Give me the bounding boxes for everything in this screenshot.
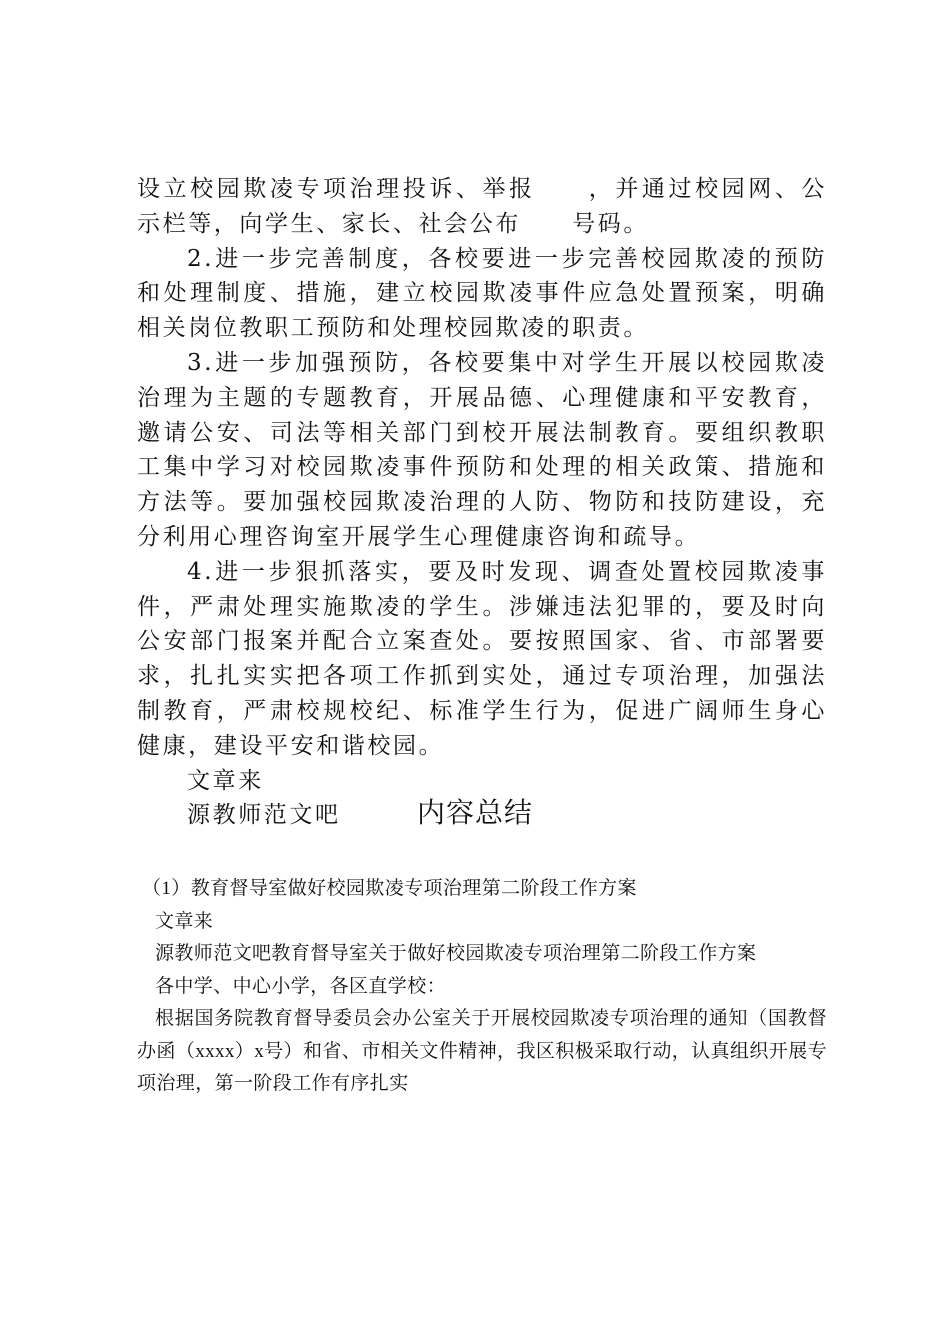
paragraph-complaint-channels: 设立校园欺凌专项治理投诉、举报 ，并通过校园网、公示栏等，向学生、家长、社会公布 号码。 [137, 176, 827, 237]
paragraph-improve-system: 2.进一步完善制度，各校要进一步完善校园欺凌的预防和处理制度、措施，建立校园欺凌事件应急处置预案，明确相关岗位教职工预防和处理校园欺凌的职责。 [137, 245, 827, 342]
summary-line: 根据国务院教育督导委员会办公室关于开展校园欺凌专项治理的通知（国教督办函（xxxx）x号）和省、市相关文件精神，我区积极采取行动，认真组织开展专项治理，第一阶段工作有序扎实 [137, 1008, 827, 1094]
paragraph-strengthen-prevention: 3.进一步加强预防，各校要集中对学生开展以校园欺凌治理为主题的专题教育，开展品德、心理健康和平安教育，邀请公安、司法等相关部门到校开展法制教育。要组织教职工集中学习对校园欺凌事件预防和处理的相关政策、措施和方法等。要加强校园欺凌治理的人防、物防和技防建设，充分利用心理咨询室开展学生心理健康咨询和疏导。 [137, 349, 827, 550]
summary-line: 源教师范文吧教育督导室关于做好校园欺凌专项治理第二阶段工作方案 [155, 943, 757, 964]
summary-line: 各中学、中心小学，各区直学校： [155, 975, 447, 997]
document-body [137, 172, 827, 833]
summary-item-label: （1）教育督导室做好校园欺凌专项治理第二阶段工作方案 [142, 878, 637, 899]
paragraph-implementation: 4.进一步狠抓落实，要及时发现、调查处置校园欺凌事件，严肃处理实施欺凌的学生。涉嫌违法犯罪的，要及时向公安部门报案并配合立案查处。要按照国家、省、市部署要求，扎扎实实把各项工作抓到实处，通过专项治理，加强法制教育，严肃校规校纪、标准学生行为，促进广阔师生身心健康，建设平安和谐校园。 [137, 558, 827, 759]
summary-heading: 内容总结 [416, 796, 533, 829]
summary-body [137, 873, 827, 1101]
summary-line: 文章来 [155, 910, 214, 932]
source-line-1: 文章来 [187, 767, 264, 794]
source-line-2: 源教师范文吧 [187, 802, 341, 829]
